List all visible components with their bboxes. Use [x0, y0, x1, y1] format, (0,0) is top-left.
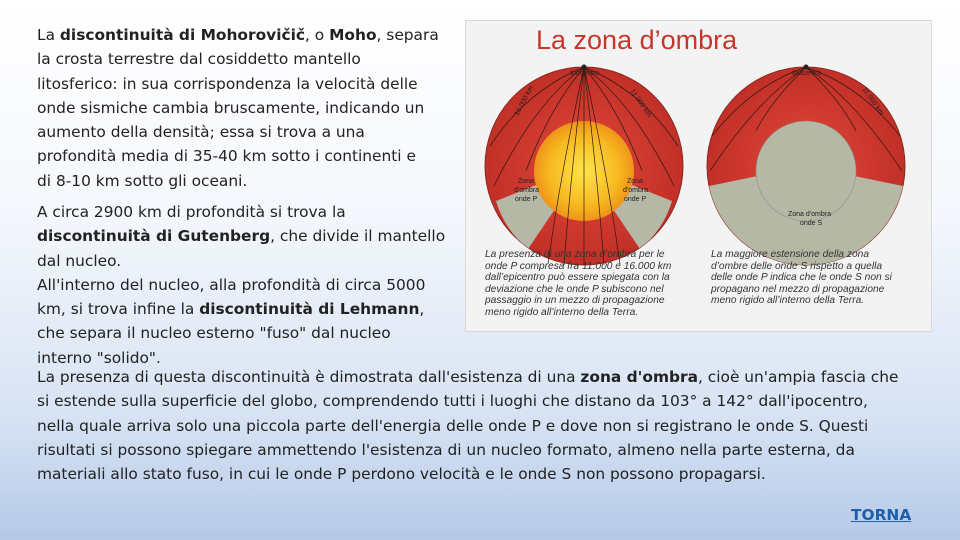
paragraph-mohorovicic	[37, 23, 452, 193]
text-line: A circa 2900 km di profondità si trova la	[37, 203, 346, 221]
text-line: risultati si possono spiegare ammettendo l'esistenza di un nucleo formato, almeno nella parte esterna, da	[37, 440, 855, 459]
caption-line: onde P compresa fra 11.000 e 16.000 km	[485, 260, 672, 272]
caption-line: passaggio in un mezzo di propagazione	[485, 295, 665, 307]
text-span: km, si trova infine la	[37, 300, 200, 319]
back-link[interactable]: TORNA	[851, 506, 912, 524]
text-span: La presenza di questa discontinuità è dimostrata dall'esistenza di una	[37, 368, 581, 386]
label-zone-p-right-3: onde P	[624, 196, 647, 203]
shadow-zone-figure	[465, 20, 932, 332]
text-line: aumento della densità; essa si trova a una	[37, 123, 365, 142]
text-line	[37, 224, 457, 248]
term-mohorovicic: discontinuità di Mohorovičič	[59, 26, 305, 44]
caption-line: meno rigido all’interno della Terra.	[711, 295, 865, 307]
text-span: ,	[419, 300, 425, 319]
label-zone-p-left-3: onde P	[515, 196, 538, 203]
caption-line: d’ombre delle onde S rispetto a quella	[711, 260, 883, 272]
text-line: profondità media di 35-40 km sotto i continenti e	[37, 147, 416, 166]
paragraph-shadow-zone	[37, 365, 932, 486]
text-line: di 8-10 km sotto gli oceani.	[37, 171, 248, 190]
text-line: interno "solido".	[37, 348, 161, 367]
text-line: nella quale arriva solo una piccola parte dell'energia delle onde P e dove non si registrano le onde S. Questi	[37, 416, 869, 435]
label-zone-p-left-2: d'ombra	[514, 187, 540, 194]
term-lehmann: discontinuità di Lehmann	[199, 300, 420, 319]
label-zone-p-right-1: Zona	[627, 178, 643, 185]
text-span: , o	[305, 26, 330, 44]
caption-left	[485, 249, 671, 319]
figure-title: La zona d’ombra	[536, 25, 738, 55]
text-span: , separa	[376, 26, 439, 44]
globe-s-waves	[707, 65, 905, 266]
caption-line: La maggiore estensione della zona	[711, 249, 870, 260]
globe-p-waves	[485, 65, 683, 266]
core-right	[756, 121, 856, 221]
term-shadow-zone: zona d'ombra	[580, 368, 698, 386]
hypocenter-left-marker	[582, 65, 587, 70]
caption-line: meno rigido all’interno della Terra.	[485, 306, 639, 318]
term-moho: Moho	[329, 26, 377, 44]
text-line: All'interno del nucleo, alla profondità di circa 5000	[37, 275, 426, 294]
label-zone-p-right-2: d'ombra	[623, 187, 649, 194]
term-gutenberg: discontinuità di Gutenberg	[37, 227, 271, 246]
paragraph-gutenberg-lehmann	[37, 200, 457, 370]
label-hypocenter-right: Ipocentro	[792, 70, 822, 77]
caption-line: propagano nel mezzo di propagazione	[711, 283, 885, 295]
label-distance-11000-left: 11.000 km	[628, 88, 653, 119]
caption-right	[711, 249, 892, 307]
text-line	[37, 365, 932, 389]
caption-line: deviazione che le onde P subiscono nel	[485, 283, 664, 295]
hypocenter-right-marker	[804, 65, 809, 70]
text-line: si estende sulla superficie del globo, comprendendo tutti i luoghi che distano da 103° a 142° dall'ipocentro,	[37, 392, 868, 411]
label-distance-16000: 16.000 km	[513, 84, 536, 117]
text-span: , che divide il mantello	[270, 227, 446, 246]
text-line: la crosta terrestre dal cosiddetto mantello	[37, 50, 361, 69]
text-line: materiali allo stato fuso, in cui le onde P perdono velocità e le onde S non possono propagarsi.	[37, 465, 766, 484]
text-span: La	[37, 26, 60, 44]
caption-line: delle onde P indica che le onde S non si	[711, 272, 892, 284]
label-zone-s-1: Zona d'ombra	[788, 211, 831, 218]
text-line: dal nucleo.	[37, 251, 122, 270]
text-line: litosferico: in sua corrispondenza la velocità delle	[37, 74, 418, 93]
text-line	[37, 297, 457, 321]
caption-line: dall’epicentro può essere spiegata con la	[485, 272, 670, 284]
label-distance-11000-right: 11.000 km	[860, 86, 885, 117]
text-line	[37, 23, 452, 47]
label-zone-s-2: onde S	[800, 220, 823, 227]
caption-line: La presenza di una zona d’ombra per le	[485, 249, 665, 260]
text-line: che separa il nucleo esterno "fuso" dal nucleo	[37, 324, 391, 343]
label-zone-p-left-1: Zona	[518, 178, 534, 185]
text-line: onde sismiche cambia bruscamente, indicando un	[37, 98, 425, 117]
text-span: , cioè un'ampia fascia che	[698, 368, 899, 386]
label-hypocenter-left: Ipocentro	[570, 70, 600, 77]
